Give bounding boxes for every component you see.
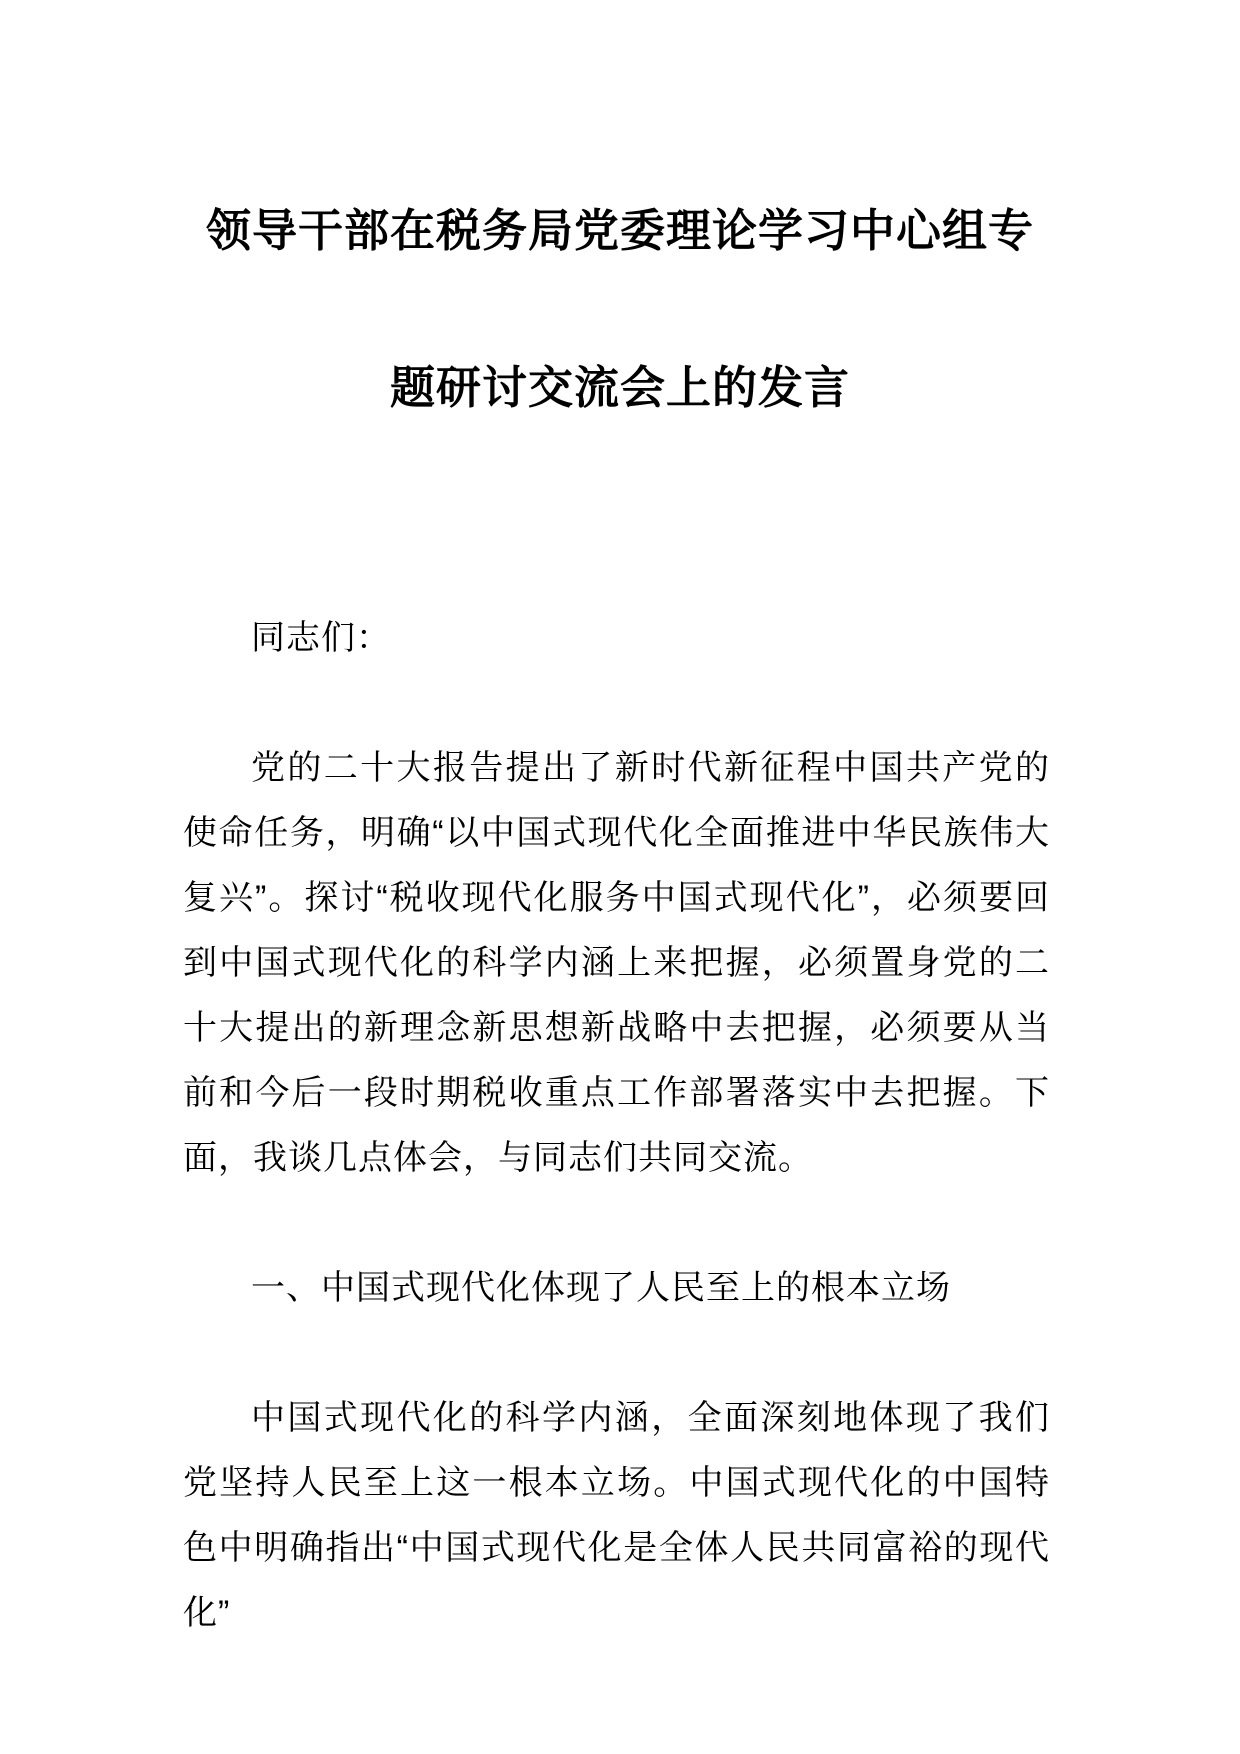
document-body <box>0 606 1240 1646</box>
document-title <box>0 0 1240 466</box>
section-heading-1: 一、中国式现代化体现了人民至上的根本立场 <box>251 1269 951 1307</box>
body-paragraph-1: 党的二十大报告提出了新时代新征程中国共产党的使命任务，明确“以中国式现代化全面推进中华民族伟大复兴”。探讨“税收现代化服务中国式现代化”，必须要回到中国式现代化的科学内涵上来把握，必须置身党的二十大提出的新理念新思想新战略中去把握，必须要从当前和今后一段时期税收重点工作部署落实中去把握。下面，我谈几点体会，与同志们共同交流。 <box>183 749 1050 1177</box>
document-title-line-2: 题研讨交流会上的发言 <box>389 362 850 413</box>
body-paragraph-2: 中国式现代化的科学内涵，全面深刻地体现了我们党坚持人民至上这一根本立场。中国式现代化的中国特色中明确指出“中国式现代化是全体人民共同富裕的现代化” <box>183 1399 1050 1632</box>
document-title-line-1: 领导干部在税务局党委理论学习中心组专 <box>205 205 1034 256</box>
salutation: 同志们： <box>251 619 391 657</box>
